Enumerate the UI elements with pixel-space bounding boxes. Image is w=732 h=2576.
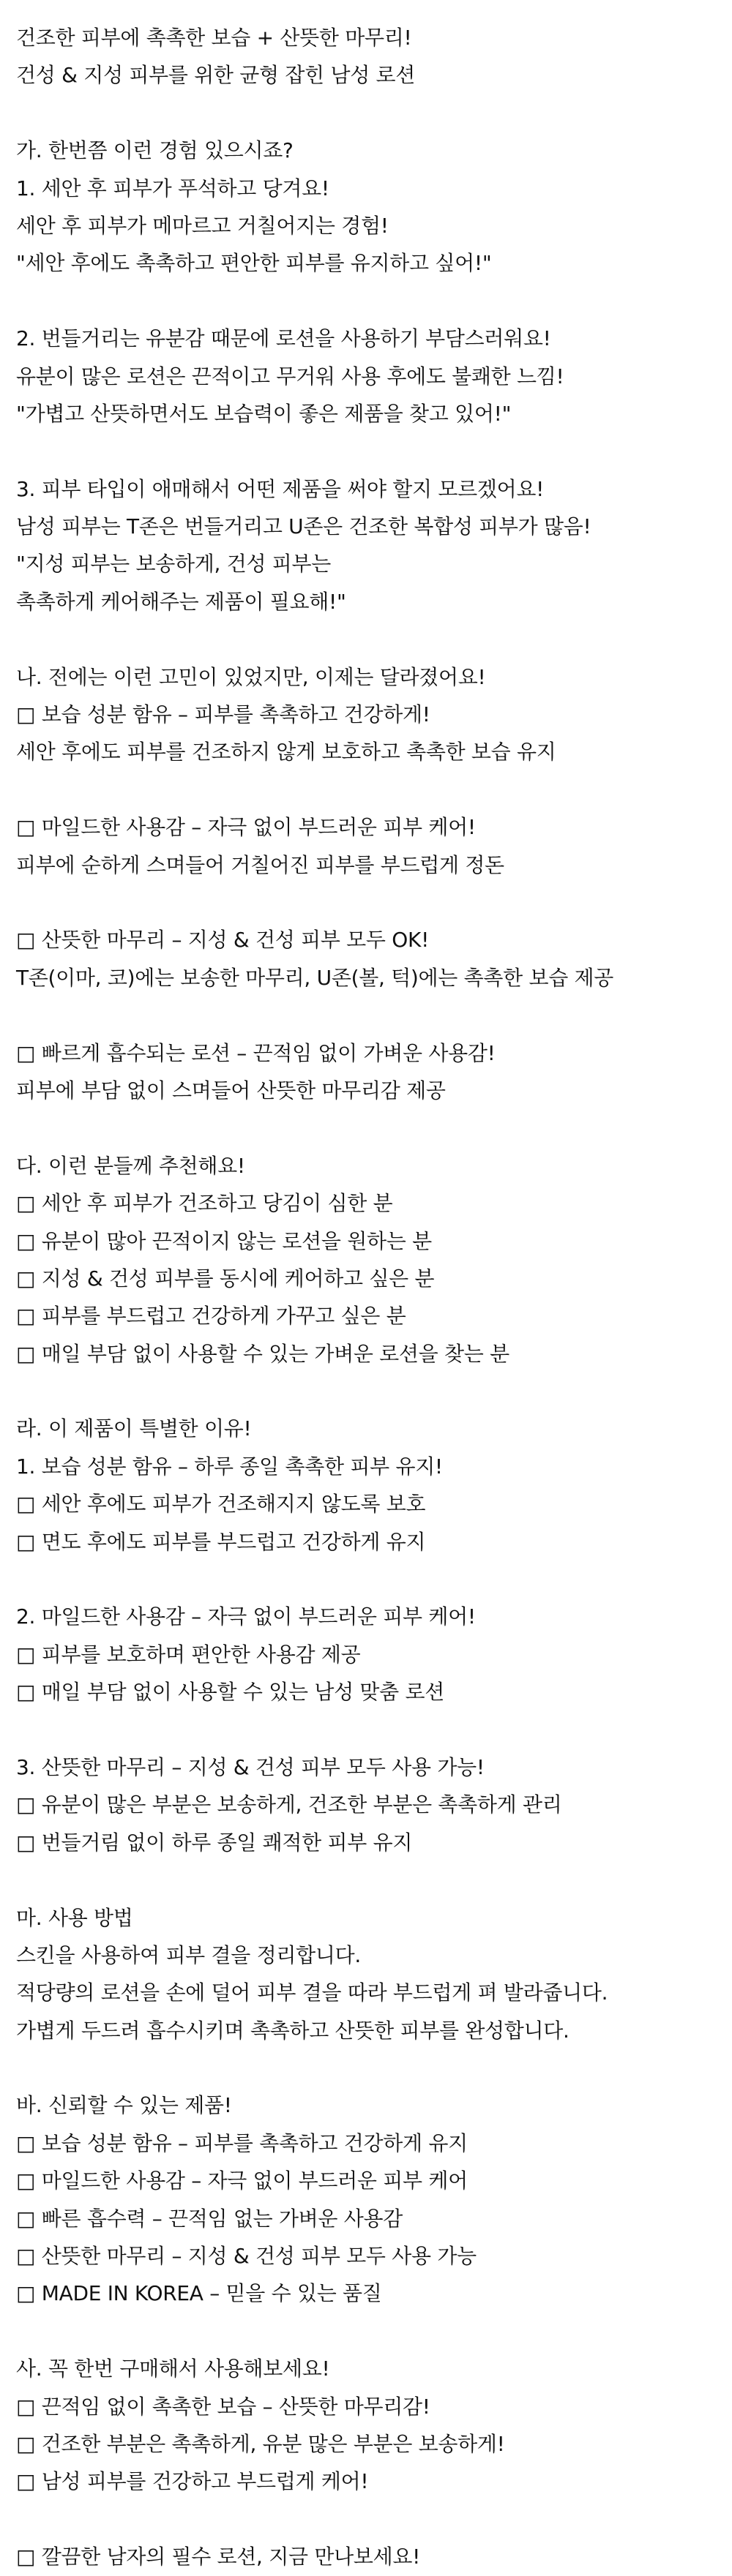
text-line: □ 보습 성분 함유 – 피부를 촉촉하고 건강하게! bbox=[16, 702, 430, 727]
text-line: 촉촉하게 케어해주는 제품이 필요해!" bbox=[16, 589, 346, 614]
text-line: □ 깔끔한 남자의 필수 로션, 지금 만나보세요! bbox=[16, 2545, 421, 2569]
text-line: □ 면도 후에도 피부를 부드럽고 건강하게 유지 bbox=[16, 1529, 426, 1554]
text-line: □ 세안 후 피부가 건조하고 당김이 심한 분 bbox=[16, 1191, 393, 1216]
text-line: □ 유분이 많아 끈적이지 않는 로션을 원하는 분 bbox=[16, 1228, 432, 1253]
text-line: □ 남성 피부를 건강하고 부드럽게 케어! bbox=[16, 2469, 369, 2494]
text-line: 마. 사용 방법 bbox=[16, 1905, 133, 1930]
text-line: □ 매일 부담 없이 사용할 수 있는 가벼운 로션을 찾는 분 bbox=[16, 1341, 509, 1366]
text-line: □ 마일드한 사용감 – 자극 없이 부드러운 피부 케어 bbox=[16, 2168, 468, 2193]
text-line: 세안 후 피부가 메마르고 거칠어지는 경험! bbox=[16, 213, 389, 238]
text-line: 건조한 피부에 촉촉한 보습 + 산뜻한 마무리! bbox=[16, 26, 412, 50]
blank-line bbox=[16, 1109, 719, 1146]
text-line: 다. 이런 분들께 추천해요! bbox=[16, 1153, 245, 1178]
text-line: 적당량의 로션을 손에 덜어 피부 결을 따라 부드럽게 펴 발라줍니다. bbox=[16, 1980, 608, 2005]
text-line: □ 산뜻한 마무리 – 지성 & 건성 피부 모두 OK! bbox=[16, 928, 429, 953]
text-line: 남성 피부는 T존은 번들거리고 U존은 건조한 복합성 피부가 많음! bbox=[16, 514, 591, 539]
text-line: 가볍게 두드려 흡수시키며 촉촉하고 산뜻한 피부를 완성합니다. bbox=[16, 2018, 569, 2043]
text-line: □ 지성 & 건성 피부를 동시에 케어하고 싶은 분 bbox=[16, 1266, 435, 1291]
blank-line bbox=[16, 1861, 719, 1899]
text-line: 라. 이 제품이 특별한 이유! bbox=[16, 1416, 252, 1441]
text-line: □ 세안 후에도 피부가 건조해지지 않도록 보호 bbox=[16, 1492, 426, 1517]
text-line: "가볍고 산뜻하면서도 보습력이 좋은 제품을 찾고 있어!" bbox=[16, 401, 512, 426]
text-line: T존(이마, 코)에는 보송한 마무리, U존(볼, 턱)에는 촉촉한 보습 제공 bbox=[16, 965, 614, 990]
text-line: 1. 세안 후 피부가 푸석하고 당겨요! bbox=[16, 176, 329, 200]
text-line: 나. 전에는 이런 고민이 있었지만, 이제는 달라졌어요! bbox=[16, 664, 486, 689]
text-line: □ 유분이 많은 부분은 보송하게, 건조한 부분은 촉촉하게 관리 bbox=[16, 1792, 562, 1817]
blank-line bbox=[16, 1373, 719, 1410]
text-line: 건성 & 지성 피부를 위한 균형 잡힌 남성 로션 bbox=[16, 63, 416, 88]
text-line: 가. 한번쯤 이런 경험 있으시죠? bbox=[16, 138, 294, 163]
blank-line bbox=[16, 2313, 719, 2350]
text-line: 2. 마일드한 사용감 – 자극 없이 부드러운 피부 케어! bbox=[16, 1604, 476, 1629]
text-line: 피부에 순하게 스며들어 거칠어진 피부를 부드럽게 정돈 bbox=[16, 852, 504, 877]
text-line: □ MADE IN KOREA – 믿을 수 있는 품질 bbox=[16, 2281, 382, 2306]
text-line: 3. 피부 타입이 애매해서 어떤 제품을 써야 할지 모르겠어요! bbox=[16, 476, 545, 501]
blank-line bbox=[16, 94, 719, 132]
text-line: □ 빠른 흡수력 – 끈적임 없는 가벼운 사용감 bbox=[16, 2206, 403, 2231]
blank-line bbox=[16, 1561, 719, 1598]
text-line: □ 보습 성분 함유 – 피부를 촉촉하고 건강하게 유지 bbox=[16, 2130, 468, 2155]
blank-line bbox=[16, 2049, 719, 2087]
text-line: 세안 후에도 피부를 건조하지 않게 보호하고 촉촉한 보습 유지 bbox=[16, 740, 556, 765]
blank-line bbox=[16, 282, 719, 320]
text-line: "세안 후에도 촉촉하고 편안한 피부를 유지하고 싶어!" bbox=[16, 251, 492, 276]
product-description-document bbox=[16, 19, 719, 2576]
text-line: □ 매일 부담 없이 사용할 수 있는 남성 맞춤 로션 bbox=[16, 1680, 445, 1705]
blank-line bbox=[16, 620, 719, 658]
text-line: 3. 산뜻한 마무리 – 지성 & 건성 피부 모두 사용 가능! bbox=[16, 1754, 485, 1779]
text-line: □ 피부를 부드럽고 건강하게 가꾸고 싶은 분 bbox=[16, 1304, 406, 1329]
blank-line bbox=[16, 1711, 719, 1749]
text-line: 바. 신뢰할 수 있는 제품! bbox=[16, 2093, 232, 2118]
text-line: "지성 피부는 보송하게, 건성 피부는 bbox=[16, 552, 332, 577]
text-line: 2. 번들거리는 유분감 때문에 로션을 사용하기 부담스러워요! bbox=[16, 326, 551, 351]
text-line: □ 끈적임 없이 촉촉한 보습 – 산뜻한 마무리감! bbox=[16, 2394, 430, 2419]
text-line: □ 산뜻한 마무리 – 지성 & 건성 피부 모두 사용 가능 bbox=[16, 2244, 477, 2269]
text-line: 피부에 부담 없이 스며들어 산뜻한 마무리감 제공 bbox=[16, 1078, 446, 1103]
text-line: □ 건조한 부분은 촉촉하게, 유분 많은 부분은 보송하게! bbox=[16, 2432, 505, 2456]
blank-line bbox=[16, 2501, 719, 2538]
text-line: □ 피부를 보호하며 편안한 사용감 제공 bbox=[16, 1642, 361, 1667]
text-line: 1. 보습 성분 함유 – 하루 종일 촉촉한 피부 유지! bbox=[16, 1454, 443, 1479]
text-line: □ 빠르게 흡수되는 로션 – 끈적임 없이 가벼운 사용감! bbox=[16, 1040, 496, 1065]
text-line: □ 번들거림 없이 하루 종일 쾌적한 피부 유지 bbox=[16, 1830, 413, 1855]
blank-line bbox=[16, 432, 719, 470]
text-line: 사. 꼭 한번 구매해서 사용해보세요! bbox=[16, 2357, 330, 2381]
text-line: □ 마일드한 사용감 – 자극 없이 부드러운 피부 케어! bbox=[16, 815, 476, 840]
text-line: 유분이 많은 로션은 끈적이고 무거워 사용 후에도 불쾌한 느낌! bbox=[16, 364, 564, 388]
blank-line bbox=[16, 996, 719, 1034]
text-line: 스킨을 사용하여 피부 결을 정리합니다. bbox=[16, 1942, 361, 1967]
blank-line bbox=[16, 884, 719, 921]
blank-line bbox=[16, 771, 719, 808]
